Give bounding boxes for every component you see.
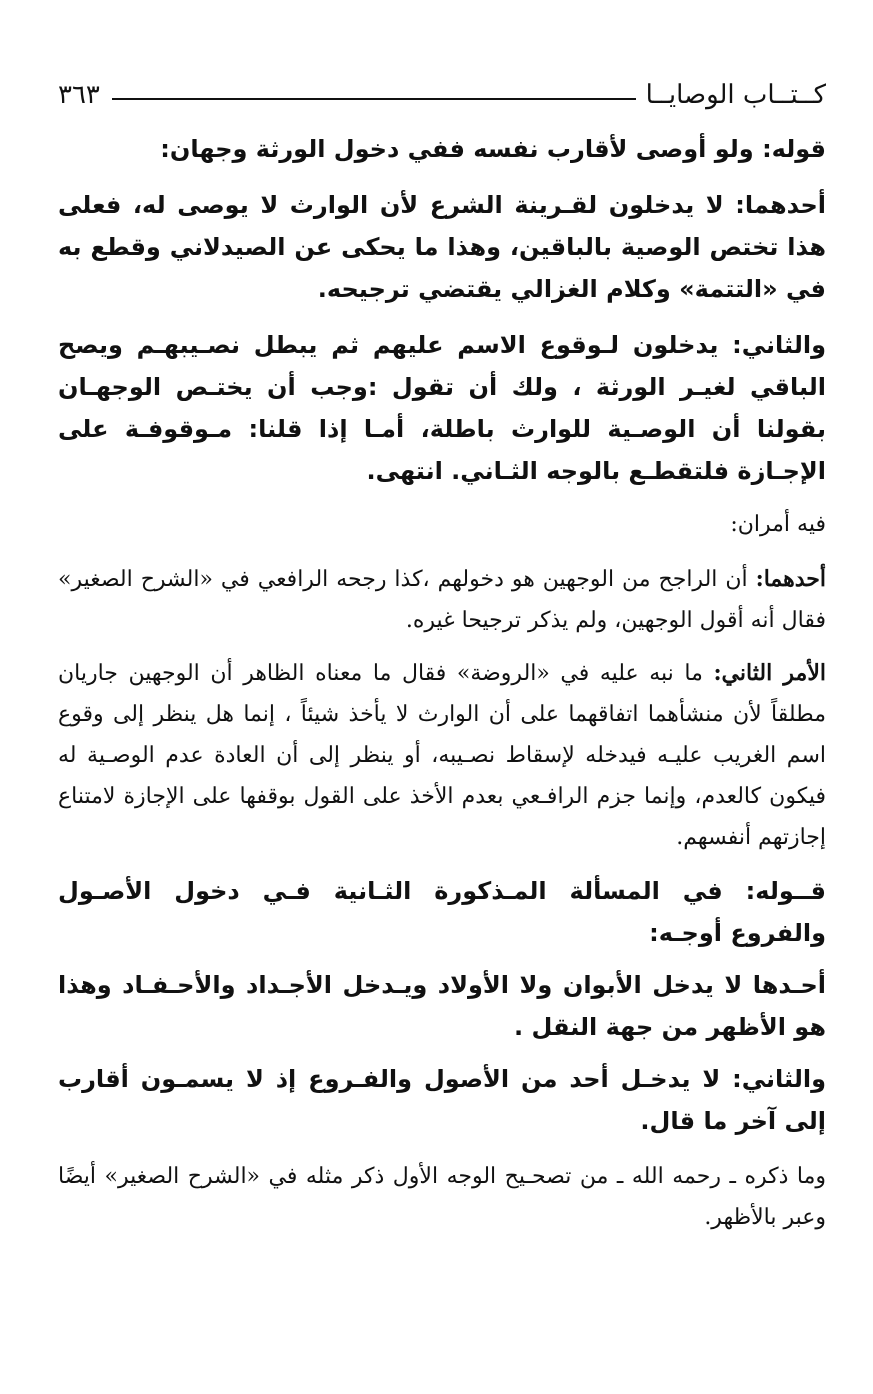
running-header [58, 70, 826, 120]
paragraph-matter-two [58, 653, 826, 858]
paragraph-body: أن الراجح من الوجهين هو دخولهم ،كذا رجحه الرافعي في «الشرح الصغير» فقال أنه أقول الوجهين، ولم يذكر ترجيحا غيره. [58, 567, 826, 633]
paragraph-quote-2-second: والثاني: لا يدخـل أحد من الأصول والفـروع إذ لا يسمـون أقارب إلى آخر ما قال. [58, 1065, 826, 1135]
book-page [58, 70, 826, 1370]
paragraph-quote-2-first: أحـدها لا يدخل الأبوان ولا الأولاد ويـدخل الأجـداد والأحـفـاد وهذا هو الأظهر من جهة النقل . [58, 971, 826, 1041]
paragraph-second-view: والثاني: يدخلون لـوقوع الاسم عليهم ثم يبطل نصـيبهـم ويصح الباقي لغيـر الورثة ، ولك أن تقول :وجب أن يختـص الوجهـان بقولنا أن الوصـية للوارث باطلة، أمـا إذا قلنا: مـوقوفـة على الإجـازة فلتقطـع بالوجه الثـاني. انتهى. [58, 331, 826, 485]
paragraph-commentary: وما ذكره ـ رحمه الله ـ من تصحـيح الوجه الأول ذكر مثله في «الشرح الصغير» أيضًا وعبر بالأظهر. [58, 1164, 826, 1230]
page-number: ٣٦٣ [58, 80, 100, 110]
paragraph-first-view: أحدهما: لا يدخلون لقـرينة الشرع لأن الوارث لا يوصى له، فعلى هذا تختص الوصية بالباقين، وهذا ما يحكى عن الصيدلاني وقطع به في «التتمة» وكلام الغزالي يقتضي ترجيحه. [58, 191, 826, 303]
paragraph-two-matters: فيه أمران: [730, 512, 826, 537]
paragraph-lead: أحدهما: [755, 566, 826, 592]
paragraph-matter-one [58, 559, 826, 641]
paragraph-body: ما نبه عليه في «الروضة» فقال ما معناه الظاهر أن الوجهين جاريان مطلقاً لأن منشأهما اتفاقهما على أن الوارث لا يأخذ شيئاً ، إنما هل ينظر إلى وقوع اسم الغريب عليـه فيدخله لإسقاط نصـيبه، أو ينظر إلى أن العادة عدم الوصـية له فيكون كالعدم، وإنما جزم الرافـعي بعدم الأخذ على القول بوقفها على الإجازة لامتناع إجازتهم أنفسهم. [58, 661, 826, 850]
paragraph-quote-1: قوله: ولو أوصى لأقارب نفسه ففي دخول الورثة وجهان: [160, 135, 826, 163]
book-title: كــتــاب الوصايــا [645, 80, 826, 110]
header-rule [112, 98, 636, 100]
paragraph-quote-2: قــوله: في المسألة المـذكورة الثـانية فـي دخول الأصـول والفروع أوجـه: [58, 877, 826, 947]
paragraph-lead: الأمر الثاني: [713, 660, 826, 686]
